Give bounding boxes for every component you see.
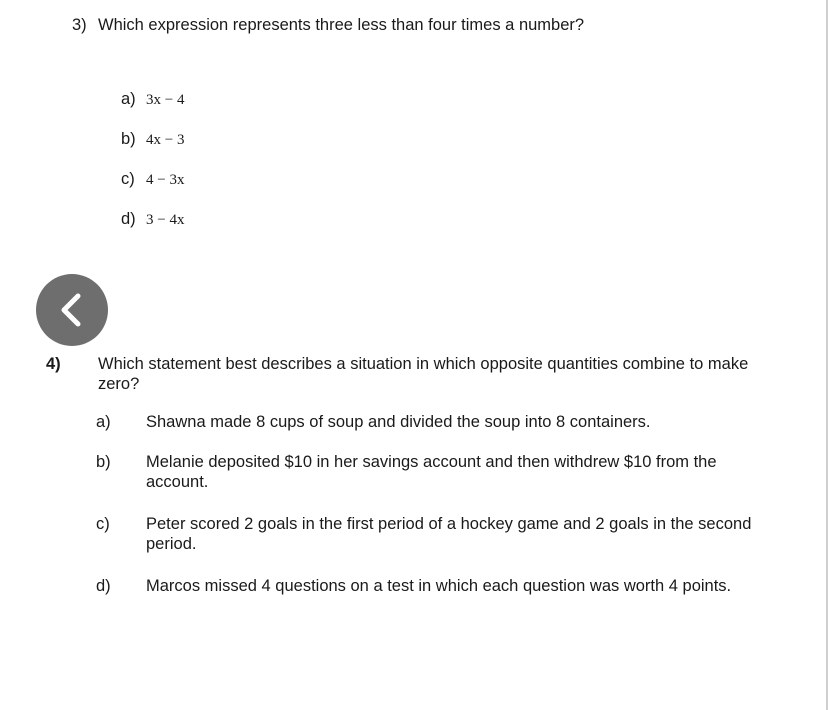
option-letter: b) xyxy=(121,130,136,148)
q3-option-a xyxy=(121,89,184,110)
option-letter: c) xyxy=(121,170,135,188)
q3-option-c xyxy=(121,169,184,190)
option-expression: 3x − 4 xyxy=(146,92,185,108)
option-text: Shawna made 8 cups of soup and divided the soup into 8 containers. xyxy=(146,413,651,431)
question-text: Which expression represents three less than four times a number? xyxy=(98,16,585,34)
q4-option-d xyxy=(96,577,781,597)
q3-option-d xyxy=(121,209,184,230)
question-number: 3) xyxy=(72,16,87,34)
q4-option-c xyxy=(96,515,781,554)
option-text: Peter scored 2 goals in the first period of a hockey game and 2 goals in the second period. xyxy=(146,515,752,553)
q3-option-b xyxy=(121,129,184,150)
question-3 xyxy=(72,15,782,35)
option-expression: 3 − 4x xyxy=(146,212,185,228)
q4-option-b xyxy=(96,453,781,492)
option-letter: a) xyxy=(96,413,111,431)
chevron-left-icon xyxy=(36,274,108,346)
option-letter: c) xyxy=(96,515,110,533)
option-expression: 4x − 3 xyxy=(146,132,185,148)
back-button[interactable] xyxy=(36,274,108,346)
question-number: 4) xyxy=(46,355,61,373)
option-letter: d) xyxy=(96,577,111,595)
option-expression: 4 − 3x xyxy=(146,172,185,188)
question-text: Which statement best describes a situation in which opposite quantities combine to make zero? xyxy=(98,355,749,393)
q4-option-a xyxy=(96,413,781,433)
option-letter: a) xyxy=(121,90,136,108)
question-4 xyxy=(46,354,782,394)
option-letter: d) xyxy=(121,210,136,228)
option-text: Melanie deposited $10 in her savings account and then withdrew $10 from the account. xyxy=(146,453,717,491)
option-text: Marcos missed 4 questions on a test in which each question was worth 4 points. xyxy=(146,577,732,595)
option-letter: b) xyxy=(96,453,111,471)
